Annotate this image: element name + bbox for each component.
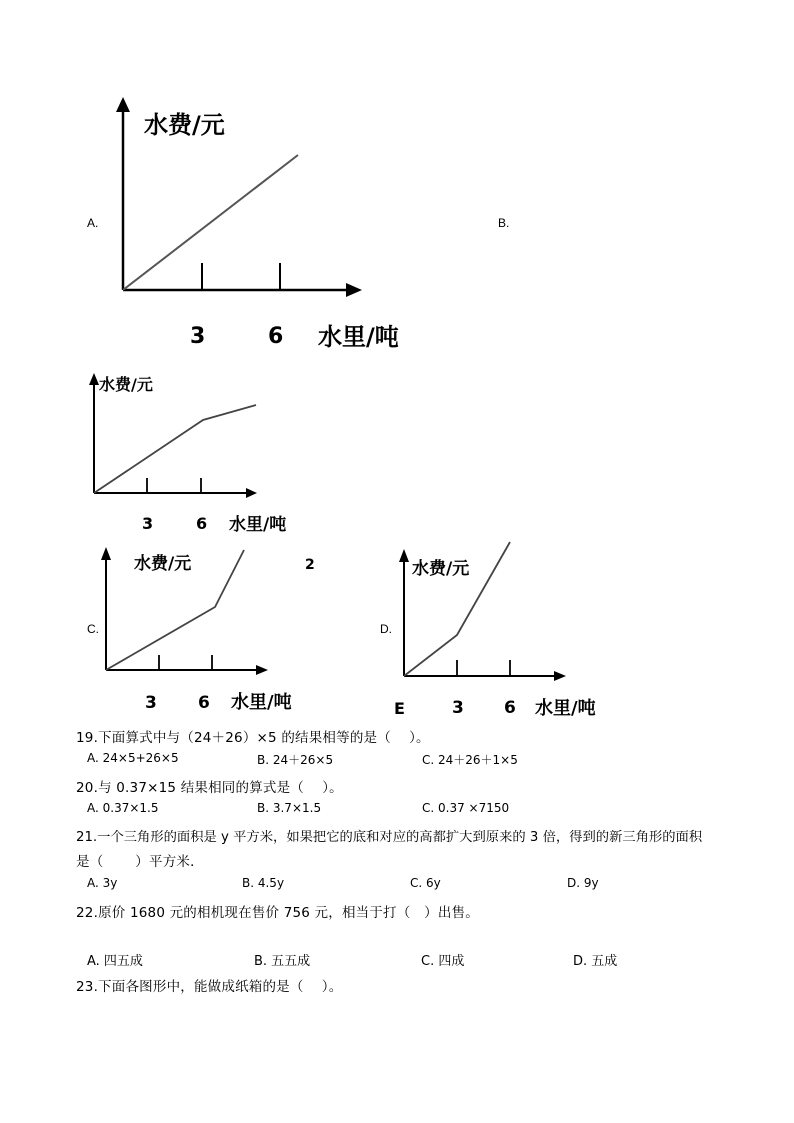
question-23-text: 23.下面各图形中，能做成纸箱的是（ ）。 xyxy=(76,979,343,995)
question-20-option-b[interactable]: B. 3.7×1.5 xyxy=(257,801,322,815)
graph-d-tick-label-6: 6 xyxy=(504,698,516,718)
question-21-option-c[interactable]: C. 6y xyxy=(410,876,441,890)
option-d-label: D. xyxy=(380,622,392,636)
graph-d-x-label: 水里/吨 xyxy=(535,698,596,719)
graph-d-tick-label-3: 3 xyxy=(452,698,464,718)
question-21-option-b[interactable]: B. 4.5y xyxy=(242,876,285,890)
question-22-option-a[interactable]: A. 四五成 xyxy=(87,954,143,969)
question-21-text-line1: 21.一个三角形的面积是 y 平方米，如果把它的底和对应的高都扩大到原来的 3 倍，得到的新三角形的面积 xyxy=(76,830,703,845)
question-21-text-line2: 是（ ）平方米． xyxy=(76,854,204,870)
question-20-text: 20.与 0.37×15 结果相同的算式是（ ）。 xyxy=(76,780,343,796)
question-19-option-a[interactable]: A. 24×5+26×5 xyxy=(87,751,179,765)
graph-d-x-arrow xyxy=(554,671,566,681)
graph-d-y-arrow xyxy=(399,549,409,562)
graph-c-tick-label-3: 3 xyxy=(145,693,157,713)
question-20-option-a[interactable]: A. 0.37×1.5 xyxy=(87,801,159,815)
question-21-option-a[interactable]: A. 3y xyxy=(87,876,118,890)
question-19-option-b[interactable]: B. 24＋26×5 xyxy=(257,753,334,767)
graph-d-stray-mark: E xyxy=(394,699,405,718)
graph-d-y-label: 水费/元 xyxy=(412,559,470,579)
graph-a-tick-label-3: 3 xyxy=(190,324,206,349)
graph-b-tick-label-6: 6 xyxy=(196,514,208,533)
graph-c-x-label: 水里/吨 xyxy=(231,692,292,713)
graph-a-x-label: 水里/吨 xyxy=(318,323,399,351)
graph-c-tick-label-6: 6 xyxy=(198,693,210,713)
question-22-option-d[interactable]: D. 五成 xyxy=(573,954,618,969)
graph-b-x-label: 水里/吨 xyxy=(229,515,287,535)
question-19-text: 19.下面算式中与（24＋26）×5 的结果相等的是（ ）。 xyxy=(76,730,430,746)
question-20-option-c[interactable]: C. 0.37 ×7150 xyxy=(422,801,510,815)
graph-c-y-label: 水费/元 xyxy=(134,554,192,574)
graph-c-stray-mark: 2 xyxy=(305,557,315,573)
graph-a-tick-label-6: 6 xyxy=(268,324,284,349)
option-c-label: C. xyxy=(87,622,99,636)
option-a-label: A. xyxy=(87,216,99,230)
question-22-option-b[interactable]: B. 五五成 xyxy=(254,954,311,969)
question-22-text: 22.原价 1680 元的相机现在售价 756 元，相当于打（ ）出售。 xyxy=(76,905,479,921)
option-b-label: B. xyxy=(498,216,510,230)
question-22-option-c[interactable]: C. 四成 xyxy=(421,954,465,969)
graph-b-y-label: 水费/元 xyxy=(99,375,153,394)
question-21-option-d[interactable]: D. 9y xyxy=(567,876,599,890)
graph-a-y-label: 水费/元 xyxy=(144,111,225,139)
graph-b-tick-label-3: 3 xyxy=(142,514,154,533)
question-19-option-c[interactable]: C. 24＋26＋1×5 xyxy=(422,753,518,767)
